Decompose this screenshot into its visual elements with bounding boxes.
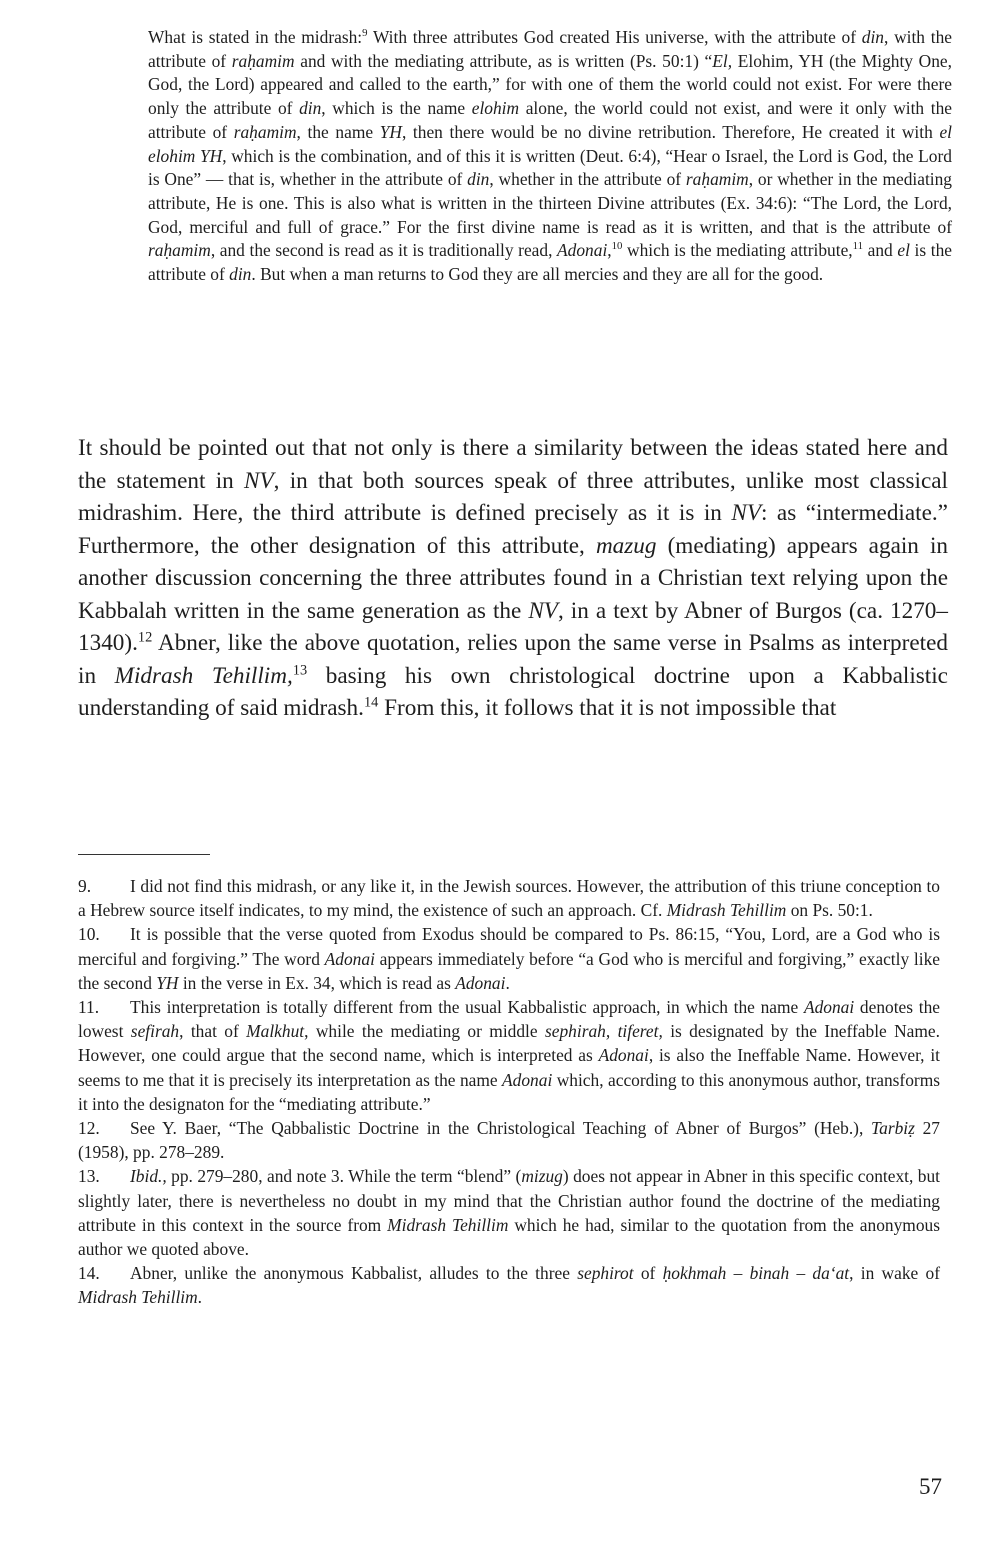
footnote-number: 10.	[78, 924, 100, 945]
footnote-ref-9[interactable]: 9	[362, 27, 368, 40]
footnote-number: 13.	[78, 1166, 100, 1187]
footnote-10: 10. It is possible that the verse quoted from Exodus should be compared to Ps. 86:15, “You, Lord, are a God who is merciful and forgiving.” The word Adonai appears immediately before “a God who is merciful and forgiving,” exactly like the second YH in the verse in Ex. 34, which is read as Adonai.	[78, 924, 940, 993]
footnotes	[78, 874, 940, 1310]
footnote-ref-13[interactable]: 13	[292, 661, 308, 678]
footnote-ref-11[interactable]: 11	[852, 240, 864, 253]
main-text	[78, 432, 948, 725]
footnote-number: 11.	[78, 997, 100, 1018]
footnote-14: 14. Abner, unlike the anonymous Kabbalist, alludes to the three sephirot of ḥokhmah – binah – da‘at, in wake of Midrash Tehillim.	[78, 1263, 940, 1308]
footnote-ref-12[interactable]: 12	[137, 629, 153, 646]
footnote-ref-10[interactable]: 10	[611, 240, 623, 253]
footnote-separator	[78, 854, 210, 855]
page-number: 57	[919, 1474, 942, 1499]
footnote-13: 13. Ibid., pp. 279–280, and note 3. While the term “blend” (mizug) does not appear in Abner in this specific context, but slightly later, there is nevertheless no doubt in my mind that the Christian author found the doctrine of the mediating attribute in this context in the source from Midrash Tehillim which he had, similar to the quotation from the anonymous author we quoted above.	[78, 1166, 940, 1260]
footnote-12: 12. See Y. Baer, “The Qabbalistic Doctrine in the Christological Teaching of Abner of Burgos” (Heb.), Tarbiẓ 27 (1958), pp. 278–289.	[78, 1118, 940, 1163]
main-paragraph: It should be pointed out that not only is there a similarity between the ideas stated here and the statement in NV, in that both sources speak of three attributes, unlike most classical midrashim. Here, the third attribute is defined precisely as it is in NV: as “intermediate.” Furthermore, the other designation of this attribute, mazug (mediating) appears again in another discussion concerning the three attributes found in a Christian text relying upon the Kabbalah written in the same generation as the NV, in a text by Abner of Burgos (ca. 1270–1340).$^{12}$ Abner, like the above quotation, relies upon the same verse in Psalms as interpreted in Midrash Tehillim,$^{13}$ basing his own christological doctrine upon a Kabbalistic understanding of said midrash.$^{14}$ From this, it follows that it is not impossible that	[78, 435, 949, 721]
footnote-9: 9. I did not find this midrash, or any like it, in the Jewish sources. However, the attribution of this triune conception to a Hebrew source itself indicates, to my mind, the existence of such an approach. Cf. Midrash Tehillim on Ps. 50:1.	[78, 876, 940, 921]
footnote-number: 9.	[78, 876, 92, 896]
footnote-number: 14.	[78, 1263, 100, 1284]
footnote-number: 12.	[78, 1118, 100, 1139]
block-quotation	[148, 26, 952, 287]
quotation-paragraph: What is stated in the midrash:$^9$ With three attributes God created His universe, with the attribute of din, with the attribute of raḥamim and with the mediating attribute, as is written (Ps. 50:1) “El, Elohim, YH (the Mighty One, God, the Lord) appeared and called to the earth,” for with one of them the world could not exist. For were there only the attribute of din, which is the name elohim alone, the world could not exist, and were it only with the attribute of raḥamim, the name YH, then there would be no divine retribution. Therefore, He created it with el elohim YH, which is the combination, and of this it is written (Deut. 6:4), “Hear o Israel, the Lord is God, the Lord is One” — that is, whether in the attribute of din, whether in the attribute of raḥamim, or whether in the mediating attribute, He is one. This is also what is written in the thirteen Divine attributes (Ex. 34:6): “The Lord, the Lord, God, merciful and full of grace.” For the first divine name is read as it is written, and that is the attribute of raḥamim, and the second is read as it is traditionally read, Adonai,$^{10}$ which is the mediating attribute,$^{11}$ and el is the attribute of din. But when a man returns to God they are all mercies and they are all for the good.	[148, 27, 952, 285]
footnote-ref-14[interactable]: 14	[363, 694, 379, 711]
footnote-11: 11. This interpretation is totally different from the usual Kabbalistic approach, in which the name Adonai denotes the lowest sefirah, that of Malkhut, while the mediating or middle sephirah, tiferet, is designated by the Ineffable Name. However, one could argue that the second name, which is interpreted as Adonai, is also the Ineffable Name. However, it seems to me that it is precisely its interpretation as the name Adonai which, according to this anonymous author, transforms it into the designaton for the “mediating attribute.”	[78, 997, 941, 1114]
